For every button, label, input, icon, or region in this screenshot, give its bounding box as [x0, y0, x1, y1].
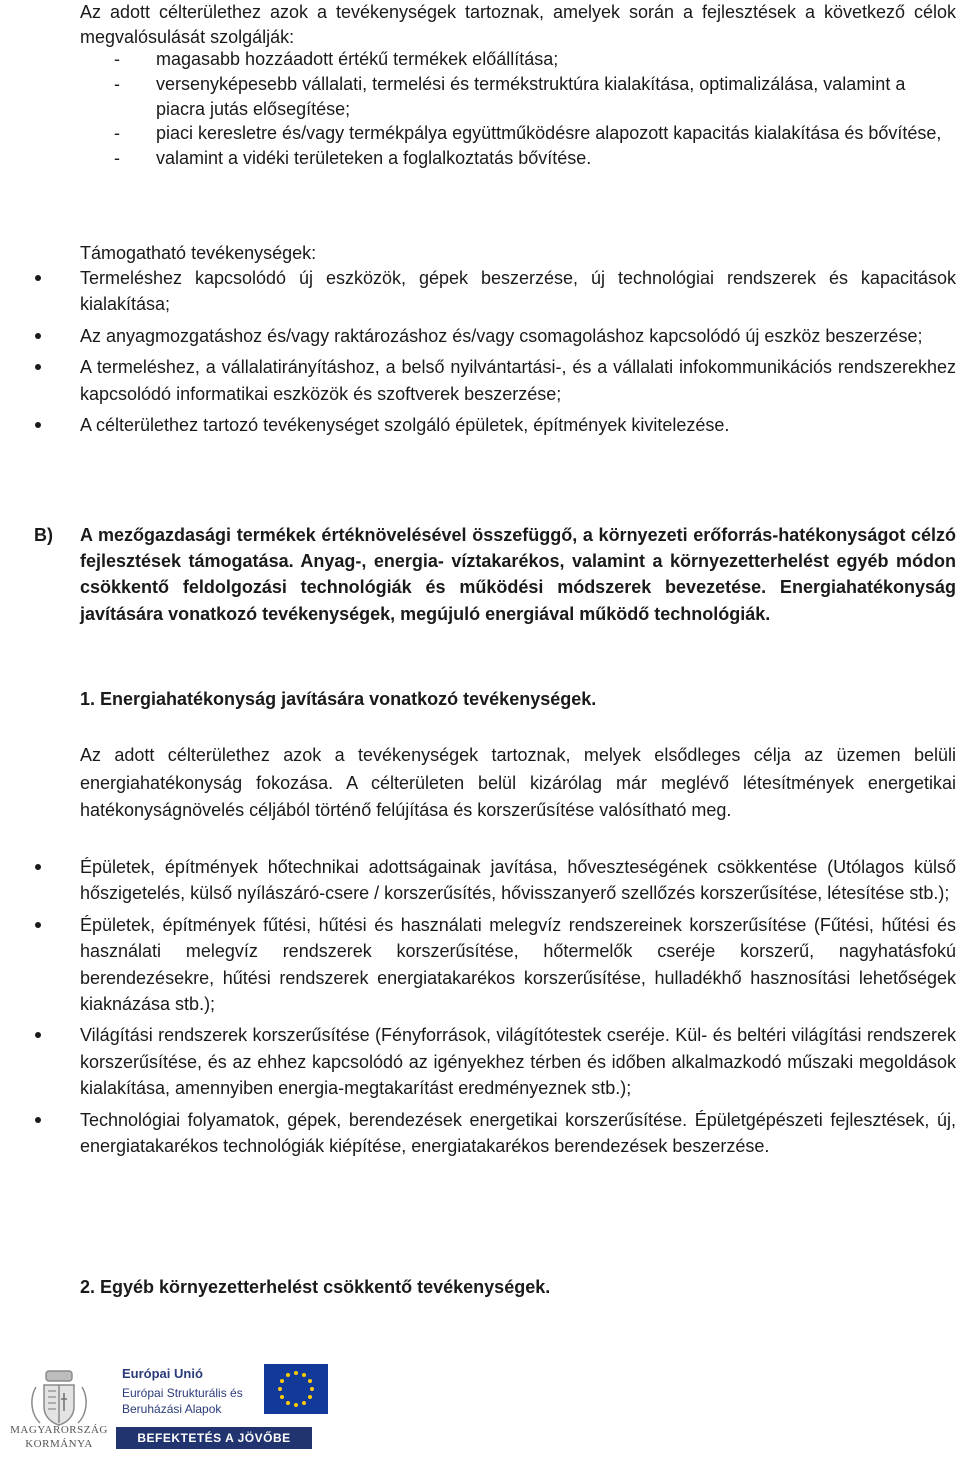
intro-goal-list [80, 47, 956, 171]
bullet-icon [35, 922, 41, 928]
dash-marker: - [114, 123, 120, 144]
heading-other-activities: 2. Egyéb környezetterhelést csökkentő tevékenységek. [80, 1277, 551, 1297]
section-b-letter: B) [34, 525, 53, 545]
energy-activities-list [0, 854, 956, 1164]
bullet-icon [35, 333, 41, 339]
footer-logos [0, 1350, 960, 1457]
bullet-icon [35, 864, 41, 870]
list-item: Épületek, építmények fűtési, hűtési és használati melegvíz rendszereinek korszerűsítése (Fűtési, hűtési és használati melegvíz rendszerek korszerűsítése, hőtermelők cseréje korszerű, nagyhatásfokú berendezésekre, hűtési rendszerek energiatakarékos korszerűsítése, hulladékhő hasznosítási lehetőségek kiaknázása stb.); [0, 912, 956, 1018]
supported-activities-list [0, 265, 956, 443]
energy-intro-paragraph: Az adott célterülethez azok a tevékenységek tartoznak, melyek elsődleges célja az üzemen belüli energiahatékonyság fokozása. A célterületen belül kizárólag már meglévő létesítmények energetikai hatékonyságnövelés céljából történő felújítása és korszerűsítése valósítható meg. [80, 745, 956, 820]
eu-flag-icon [264, 1364, 328, 1414]
list-item: - versenyképesebb vállalati, termelési és termékstruktúra kialakítása, optimalizálása, valamint a piacra jutás elősegítése; [114, 73, 906, 119]
list-item: Világítási rendszerek korszerűsítése (Fényforrások, világítótestek cseréje. Kül- és beltéri világítási rendszerek korszerűsítése, és az ehhez kapcsolódó az igényekhez térben és időben alkalmazkodó műszaki megoldások kialakítása, amennyiben energia-megtakarítást eredményeznek stb.); [0, 1022, 956, 1101]
bullet-icon [35, 422, 41, 428]
government-name-line2: KORMÁNYA [25, 1438, 93, 1450]
list-item: Technológiai folyamatok, gépek, berendezések energetikai korszerűsítése. Épületgépészeti fejlesztések, új, energiatakarékos technológiák kiépítése, energiatakarékos berendezések beszerzése. [0, 1107, 956, 1160]
heading-energy-efficiency: 1. Energiahatékonyság javítására vonatkozó tevékenységek. [80, 689, 597, 709]
government-name-line1: MAGYARORSZÁG [10, 1424, 108, 1436]
bullet-icon [35, 1032, 41, 1038]
hungarian-coat-of-arms-icon [8, 1352, 110, 1452]
eu-fund-name: Európai Strukturális és Beruházási Alapok [122, 1386, 243, 1416]
list-item: - valamint a vidéki területeken a foglalkoztatás bővítése. [80, 146, 956, 171]
slogan-bar: BEFEKTETÉS A JÖVŐBE [116, 1427, 312, 1449]
intro-paragraph: Az adott célterülethez azok a tevékenységek tartoznak, amelyek során a fejlesztések a következő célok megvalósulását szolgálják: [80, 2, 956, 47]
list-item: Épületek, építmények hőtechnikai adottságainak javítása, hőveszteségének csökkentése (Utólagos külső hőszigetelés, külső nyílászáró-csere / korszerűsítés, hővisszanyerő szellőzés korszerűsítése, létesítése stb.); [0, 854, 956, 907]
list-item: Az anyagmozgatáshoz és/vagy raktározáshoz és/vagy csomagoláshoz kapcsolódó új eszköz beszerzése; [0, 323, 956, 349]
list-item: A termeléshez, a vállalatirányításhoz, a belső nyilvántartási-, és a vállalati infokommunikációs rendszerekhez kapcsolódó informatikai eszközök és szoftverek beszerzése; [0, 354, 956, 407]
dash-marker: - [114, 148, 120, 169]
dash-marker: - [114, 49, 120, 69]
section-b-text: A mezőgazdasági termékek értéknövelésével összefüggő, a környezeti erőforrás-hatékonyságot célzó fejlesztések támogatása. Anyag-, energia- víztakarékos, valamint a környezetterhelést egyéb módon csökkentő feldolgozási technológiák és működési módszerek bevezetése. Energiahatékonyság javítására vonatkozó tevékenységek, megújuló energiával működő technológiák. [80, 525, 956, 624]
bullet-icon [35, 364, 41, 370]
bullet-icon [35, 1117, 41, 1123]
list-item: - magasabb hozzáadott értékű termékek előállítása; [80, 47, 956, 72]
supported-activities-title: Támogatható tevékenységek: [80, 243, 317, 263]
bullet-icon [35, 275, 41, 281]
list-item: A célterülethez tartozó tevékenységet szolgáló épületek, építmények kivitelezése. [0, 412, 956, 438]
list-item: - piaci keresletre és/vagy termékpálya együttműködésre alapozott kapacitás kialakítása és bővítése, [80, 121, 956, 146]
dash-marker: - [114, 73, 120, 94]
eu-title: Európai Unió [122, 1366, 203, 1381]
list-item: Termeléshez kapcsolódó új eszközök, gépek beszerzése, új technológiai rendszerek és kapacitások kialakítása; [0, 265, 956, 318]
